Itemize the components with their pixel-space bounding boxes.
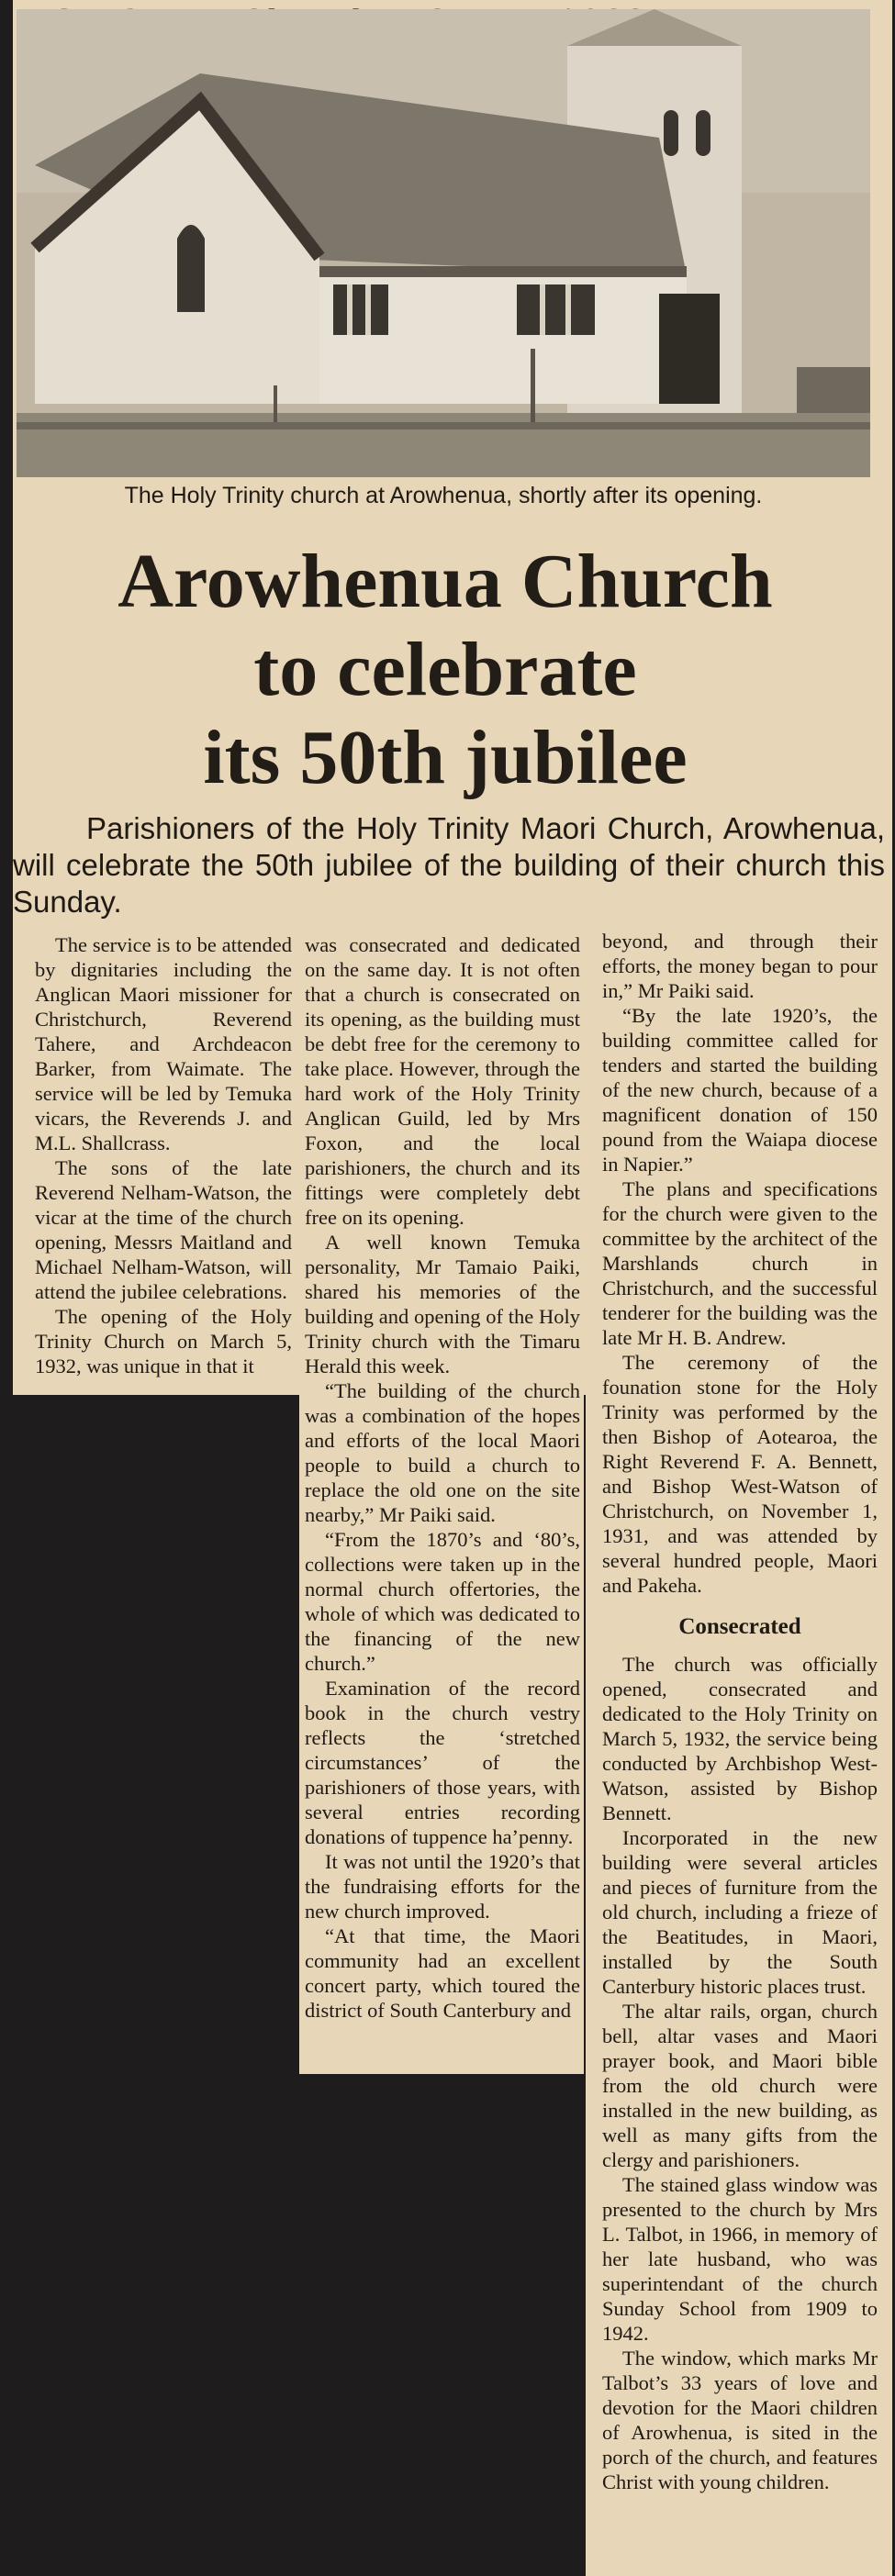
- paragraph: The church was officially opened, consecrated and dedicated to the Holy Trinity on March 5, 1932, the service being conducted by Archbishop West-Watson, assisted by Bishop Bennett.: [602, 1653, 878, 1824]
- paragraph: The ceremony of the founation stone for the Holy Trinity was performed by the then Bishop of Aotearoa, the Right Reverend F. A. Bennett, and Bishop West-Watson of Christchurch, on November 1, 1931, and was attended by several hundred people, Maori and Pakeha.: [602, 1351, 878, 1597]
- paragraph: The altar rails, organ, church bell, altar vases and Maori prayer book, and Maori bible from the old church were installed in the new building, as well as many gifts from the clergy and parishioners.: [602, 2000, 878, 2171]
- paragraph: “From the 1870’s and ‘80’s, collections were taken up in the normal church offertories, the whole of which was dedicated to the financing of the new church.”: [305, 1528, 580, 1675]
- headline-line-3: its 50th jubilee: [203, 715, 688, 800]
- paragraph: Examination of the record book in the church vestry reflects the ‘stretched circumstances’ of the parishioners of those years, with several entries recording donations of tuppence ha’penny.: [305, 1677, 580, 1848]
- paragraph: was consecrated and dedicated on the same day. It is not often that a church is consecrated on its opening, as the building must be debt free for the ceremony to take place. However, through the hard work of the Holy Trinity Anglican Guild, led by Mrs Foxon, and the local parishioners, the church and its fittings were completely debt free on its opening.: [305, 933, 580, 1229]
- paragraph: “By the late 1920’s, the building committee called for tenders and started the building of the new church, because of a magnificent donation of 150 pound from the Waiapa diocese in Napier.”: [602, 1004, 878, 1176]
- paragraph: The opening of the Holy Trinity Church on March 5, 1932, was unique in that it: [35, 1305, 292, 1377]
- intro-paragraph: Parishioners of the Holy Trinity Maori Church, Arowhenua, will celebrate the 50th jubilee of the building of their church this Sunday.: [13, 811, 885, 919]
- paragraph: Incorporated in the new building were several articles and pieces of furniture from the old church, including a frieze of the Beatitudes, in Maori, installed by the South Canterbury historic places trust.: [602, 1826, 878, 1998]
- headline-line-2: to celebrate: [253, 627, 637, 712]
- paragraph: The stained glass window was presented to the church by Mrs L. Talbot, in 1966, in memory of her late husband, who was superintendant of the church Sunday School from 1909 to 1942.: [602, 2173, 878, 2345]
- paragraph: beyond, and through their efforts, the money began to pour in,” Mr Paiki said.: [602, 930, 878, 1002]
- church-photo: [17, 9, 870, 477]
- photo-caption: The Holy Trinity church at Arowhenua, shortly after its opening.: [124, 483, 763, 508]
- paragraph: The plans and specifications for the church were given to the committee by the architect of the Marshlands church in Christchurch, and the successful tenderer for the building was the late Mr H. B. Andrew.: [602, 1177, 878, 1349]
- section-subheading: Consecrated: [678, 1614, 801, 1639]
- article-column-2: [305, 932, 580, 2023]
- paragraph: The sons of the late Reverend Nelham-Watson, the vicar at the time of the church opening, Messrs Maitland and Michael Nelham-Watson, will attend the jubilee celebrations.: [35, 1156, 292, 1303]
- paragraph: It was not until the 1920’s that the fundraising efforts for the new church improved.: [305, 1850, 580, 1923]
- paragraph: The service is to be attended by dignitaries including the Anglican Maori missioner for Christchurch, Reverend Tahere, and Archdeacon Barker, from Waimate. The service will be led by Temuka vicars, the Reverends J. and M.L. Shallcrass.: [35, 933, 292, 1154]
- headline: [18, 538, 872, 802]
- paragraph: The window, which marks Mr Talbot’s 33 years of love and devotion for the Maori children of Arowhenua, is sited in the porch of the church, and features Christ with young children.: [602, 2347, 878, 2493]
- headline-line-1: Arowhenua Church: [117, 539, 773, 624]
- article-column-1: [35, 932, 292, 1378]
- paragraph: “At that time, the Maori community had an excellent concert party, which toured the district of South Canterbury and: [305, 1924, 580, 2022]
- article-column-3: [602, 929, 878, 2494]
- paragraph: “The building of the church was a combination of the hopes and efforts of the local Maori people to build a church to replace the old one on the site nearby,” Mr Paiki said.: [305, 1379, 580, 1526]
- paragraph: A well known Temuka personality, Mr Tamaio Paiki, shared his memories of the building and opening of the Holy Trinity church with the Timaru Herald this week.: [305, 1231, 580, 1377]
